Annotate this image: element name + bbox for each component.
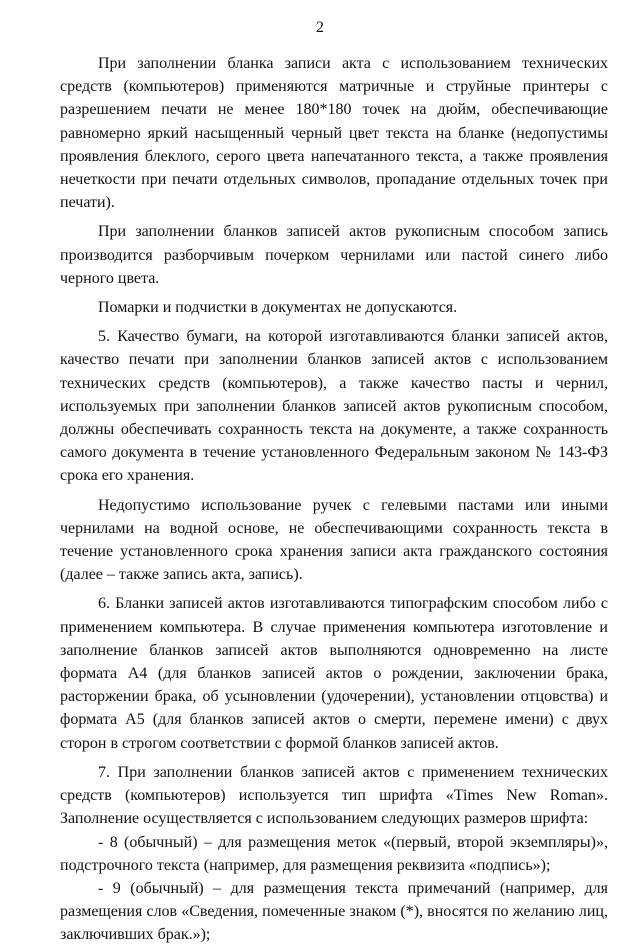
paragraph-no-corrections: Помарки и подчистки в документах не допускаются.	[98, 299, 458, 317]
page-number: 2	[316, 19, 324, 36]
paragraph-handwritten-filling: При заполнении бланков записей актов рукописным способом запись производится разборчивым почерком чернилами или пастой синего либо черного цвета.	[60, 223, 608, 287]
list-item-font-size-8: - 8 (обычный) – для размещения меток «(первый, второй экземпляры)», подстрочного текста (например, для размещения реквизита «подпись»);	[60, 833, 608, 874]
paragraph-printer-requirements: При заполнении бланка записи акта с использованием технических средств (компьютеров) применяются матричные и струйные принтеры с разрешением печати не менее 180*180 точек на дюйм, обеспечивающие равномерно яркий насыщенный черный цвет текста на бланке (недопустимы проявления блеклого, серого цвета напечатанного текста, а также проявления нечеткости при печати отдельных символов, пропадание отдельных точек при печати).	[60, 55, 608, 212]
paragraph-item-7-font-usage: 7. При заполнении бланков записей актов с применением технических средств (компьютеров) используется тип шрифта «Times New Roman». Заполнение осуществляется с использованием следующих размеров шрифта:	[60, 763, 608, 828]
paragraph-item-6-form-production: 6. Бланки записей актов изготавливаются типографским способом либо с применением компьютера. В случае применения компьютера изготовление и заполнение бланков записей актов выполняются одновременно на листе формата А4 (для бланков записей актов о рождении, заключении брака, расторжении брака, об усыновлении (удочерении), установлении отцовства) и формата А5 (для бланков записей актов о смерти, перемене имени) с двух сторон в строгом соответствии с формой бланков записей актов.	[60, 595, 608, 752]
document-body	[60, 52, 608, 947]
paragraph-gel-pens-prohibited: Недопустимо использование ручек с гелевыми пастами или иными чернилами на водной основе, не обеспечивающими сохранность текста в течение установленного срока хранения записи акта гражданского состояния (далее – также запись акта, запись).	[60, 496, 608, 584]
list-item-font-size-9: - 9 (обычный) – для размещения текста примечаний (например, для размещения слов «Сведения, помеченные знаком (*), вносятся по желанию лиц, заключивших брак.»);	[60, 879, 608, 944]
paragraph-item-5-paper-quality: 5. Качество бумаги, на которой изготавливаются бланки записей актов, качество печати при заполнении бланков записей актов с использованием технических средств (компьютеров), а также качество пасты и чернил, используемых при заполнении бланков записей актов рукописным способом, должны обеспечивать сохранность текста на документе, а также сохранность самого документа в течение установленного Федеральным законом № 143-ФЗ срока его хранения.	[60, 328, 608, 485]
